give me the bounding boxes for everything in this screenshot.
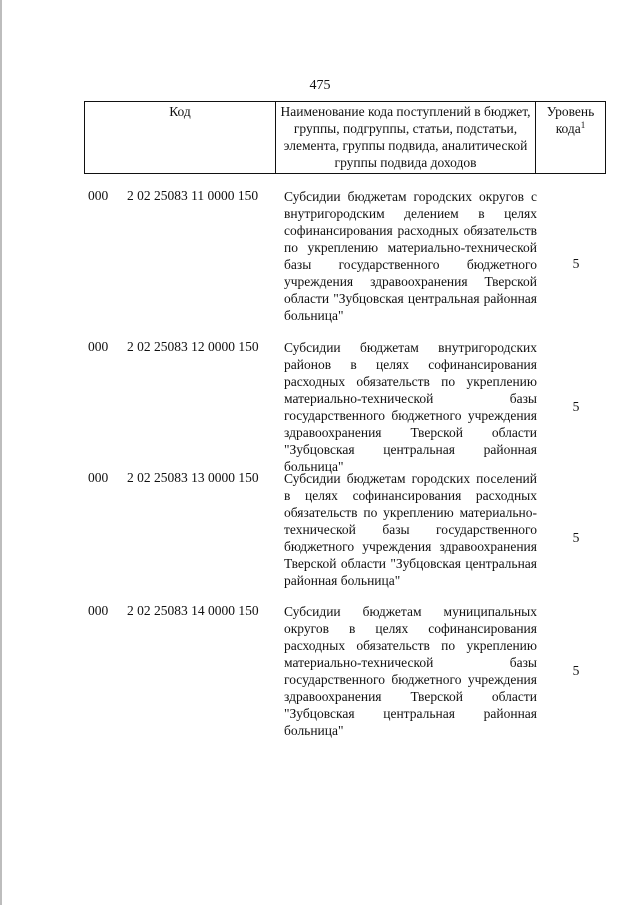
page-number: 475 [309, 78, 331, 93]
code-level: 5 [572, 399, 580, 414]
scan-edge-shadow [0, 0, 2, 905]
header-code: Код [85, 102, 276, 174]
income-name: Субсидии бюджетам городских округов с внутригородским делением в целях софинансирования расходных обязательств по укреплению материально-технической базы государственного бюджетного учреждения здравоохранения Тверской области "Зубцовская центральная районная больница" [284, 189, 537, 323]
income-name: Субсидии бюджетам городских поселений в целях софинансирования расходных обязательств по укреплению материально-технической базы государственного бюджетного учреждения здравоохранения Тверской области "Зубцовская центральная районная больница" [284, 471, 537, 588]
table-header [84, 101, 606, 174]
income-name: Субсидии бюджетам муниципальных округов в целях софинансирования расходных обязательств по укреплению материально-технической базы государственного бюджетного учреждения здравоохранения Тверской области "Зубцовская центральная районная больница" [284, 604, 537, 738]
income-code: 2 02 25083 11 0000 150 [127, 188, 259, 203]
income-name: Субсидии бюджетам внутригородских районов в целях софинансирования расходных обязательств по укреплению материально-технической базы государственного бюджетного учреждения здравоохранения Тверской области "Зубцовская центральная районная больница" [284, 340, 537, 474]
code-level: 5 [572, 530, 580, 545]
admin-code: 000 [88, 603, 109, 618]
header-level [536, 102, 606, 174]
admin-code: 000 [88, 339, 109, 354]
income-code: 2 02 25083 14 0000 150 [127, 603, 259, 618]
income-code: 2 02 25083 13 0000 150 [127, 470, 259, 485]
table-body [84, 187, 604, 753]
header-level-label: Уровень кода [546, 104, 595, 136]
table-row [84, 469, 604, 602]
table-row [84, 602, 604, 753]
table-row [84, 187, 604, 338]
income-code: 2 02 25083 12 0000 150 [127, 339, 259, 354]
header-level-footnote: 1 [580, 120, 586, 130]
header-name: Наименование кода поступлений в бюджет, группы, подгруппы, статьи, подстатьи, элемента, группы подвида, аналитической группы подвида доходов [276, 102, 536, 174]
admin-code: 000 [88, 470, 109, 485]
table-row [84, 338, 604, 474]
code-level: 5 [572, 663, 580, 678]
admin-code: 000 [88, 188, 109, 203]
table-header-row [85, 102, 606, 174]
code-level: 5 [572, 256, 580, 271]
